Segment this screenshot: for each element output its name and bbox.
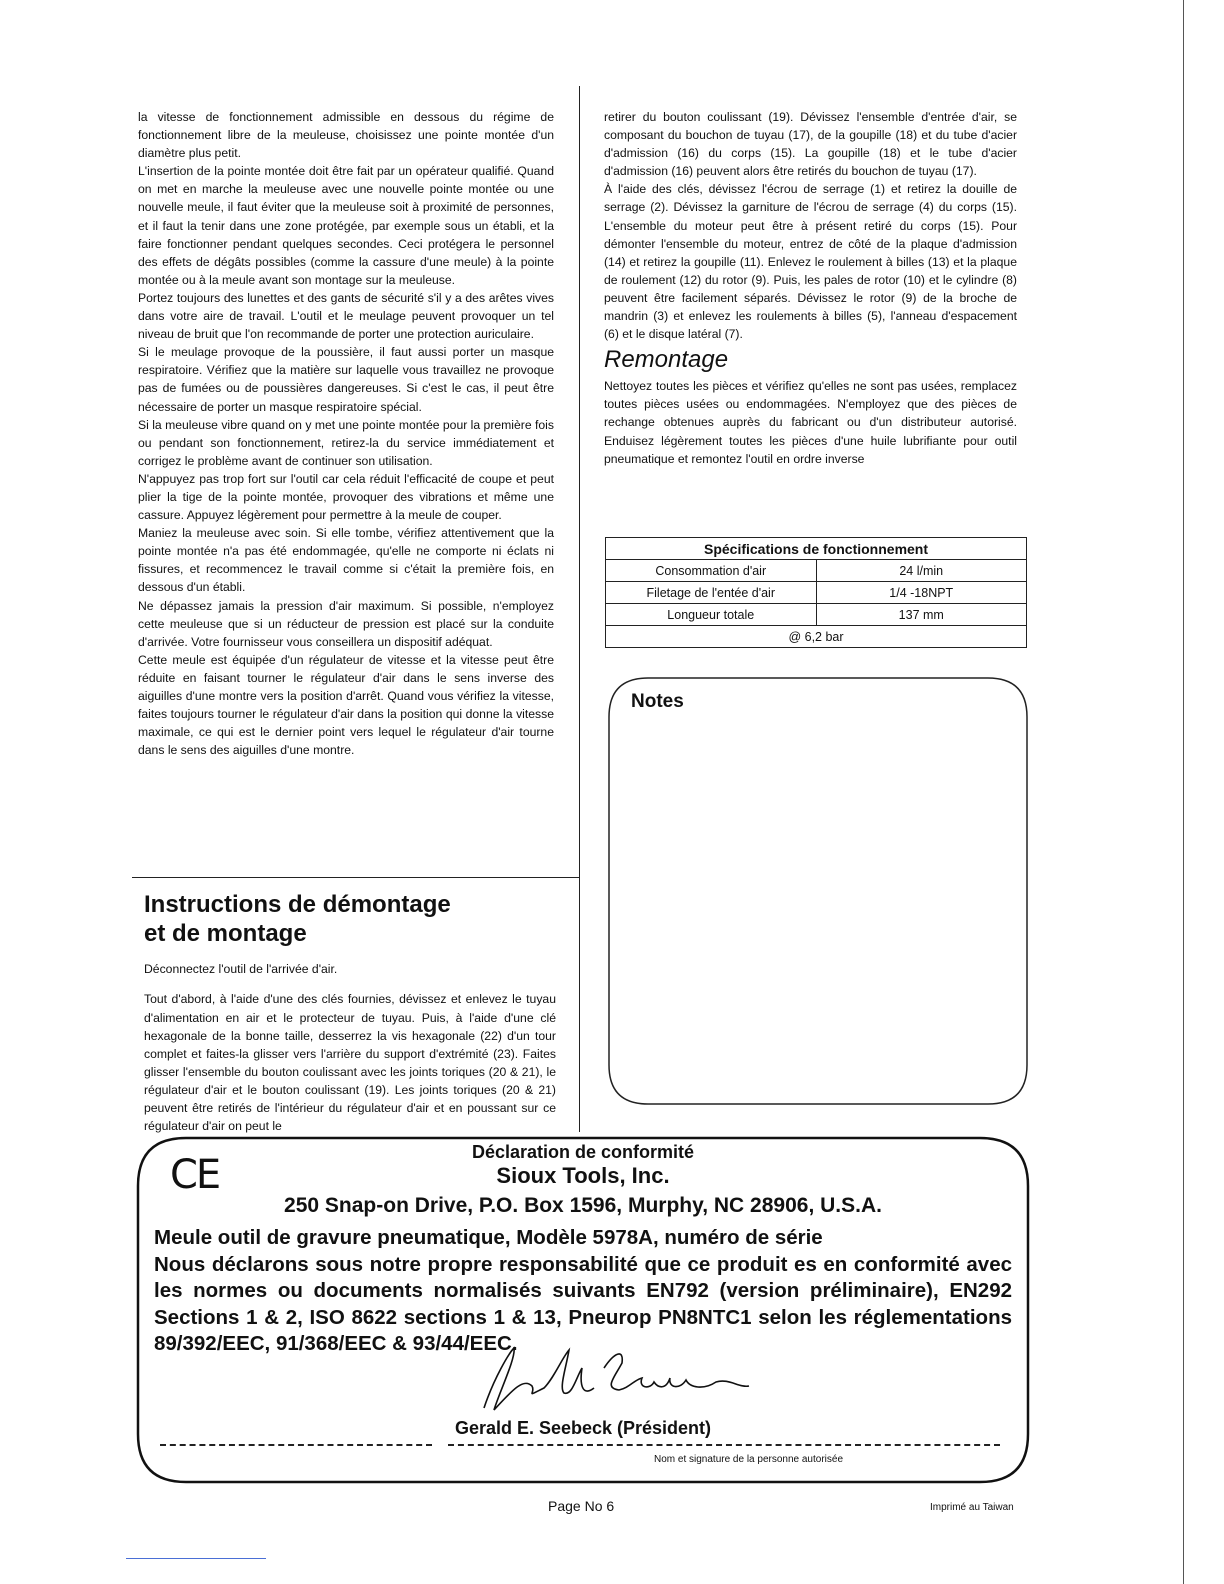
specs-row [606, 604, 1027, 626]
specs-value: 137 mm [816, 604, 1027, 626]
company-name: Sioux Tools, Inc. [496, 1163, 670, 1188]
declaration-box [136, 1136, 1030, 1484]
declaration-title: Déclaration de conformité [471, 1142, 695, 1162]
right-column [604, 108, 1017, 468]
left-column [138, 108, 554, 759]
specs-label: Longueur totale [606, 604, 817, 626]
company-address: 250 Snap-on Drive, P.O. Box 1596, Murphy, NC 28906, U.S.A. [284, 1194, 882, 1217]
left-paragraph: Ne dépassez jamais la pression d'air maximum. Si possible, n'employez cette meuleuse que si un réducteur de pression est placé sur la conduite d'arrivée. Votre fournisseur vous conseillera un dispositif adéquat. [138, 598, 554, 649]
left-paragraph: Si le meulage provoque de la poussière, il faut aussi porter un masque respiratoire. Vérifiez que la matière sur laquelle vous travaillez ne provoque pas de fumées ou de poussières dangereuses. Si c'est le cas, il peut être nécessaire de porter un masque respiratoire spécial. [138, 345, 554, 414]
scan-edge-line [1183, 0, 1184, 1584]
specs-value: 24 l/min [816, 560, 1027, 582]
specs-value: 1/4 -18NPT [816, 582, 1027, 604]
signature-line [448, 1444, 1000, 1446]
specs-label: Filetage de l'entée d'air [606, 582, 817, 604]
left-paragraph: Si la meuleuse vibre quand on y met une pointe montée pour la première fois ou pendant son fonctionnement, retirez-la du service immédiatement et corrigez le problème avant de continuer son utilisation. [138, 417, 554, 468]
specs-table [605, 537, 1027, 648]
right-paragraph: retirer du bouton coulissant (19). Dévissez l'ensemble d'entrée d'air, se composant du bouchon de tuyau (17), de la goupille (18) et du tube d'acier d'admission (16) du corps (15). La goupille (18) et le tube d'acier d'admission (16) peuvent alors être retirés du bouchon de tuyau (17). [604, 110, 1017, 179]
left-paragraph: la vitesse de fonctionnement admissible en dessous du régime de fonctionnement libre de la meuleuse, choisissez une pointe montée d'un diamètre plus petit. [138, 110, 554, 161]
specs-title: Spécifications de fonctionnement [606, 538, 1027, 560]
notes-frame [608, 677, 1028, 1105]
left-paragraph: Portez toujours des lunettes et des gants de sécurité s'il y a des arêtes vives dans votre aire de travail. L'outil et le meulage peuvent provoquer un tel niveau de bruit que l'on recommande de porter une protection auriculaire. [138, 290, 554, 342]
page-number: Page No 6 [548, 1498, 615, 1514]
authorized-label: Nom et signature de la personne autorisée [654, 1454, 844, 1465]
left-paragraph: Cette meule est équipée d'un régulateur de vitesse et la vitesse peut être réduite en faisant tourner le régulateur d'air dans le sens inverse des aiguilles d'une montre vers la position d'arrêt. Quand vous vérifiez la vitesse, faites toujours tourner le régulateur d'air dans la position qui donne la vitesse maximale, ce qui est le dernier point vers lequel le régulateur d'air tourne dans le sens des aiguilles d'une montre. [138, 652, 554, 758]
printed-in: Imprimé au Taiwan [930, 1502, 1014, 1513]
instructions-heading-line1: Instructions de démontage [144, 891, 451, 918]
section-divider [132, 877, 580, 878]
instructions-paragraph: Déconnectez l'outil de l'arrivée d'air. [144, 962, 338, 977]
instructions-heading-line2: et de montage [144, 920, 307, 947]
signature [454, 1338, 754, 1418]
product-line: Meule outil de gravure pneumatique, Modèle 5978A, numéro de série [154, 1226, 823, 1249]
column-divider [579, 86, 580, 1132]
declaration-statement: Nous déclarons sous notre propre responsabilité que ce produit es en conformité avec les normes ou documents normalisés suivants EN792 (version préliminaire), EN292 Sections 1 & 2, ISO 8622 sections 1 & 13, Pneurop PN8NTC1 selon les réglementations 89/392/EEC, 91/368/EEC & 93/44/EEC. [154, 1252, 1012, 1355]
notes-title: Notes [631, 691, 684, 712]
instructions-paragraph: Tout d'abord, à l'aide d'une des clés fournies, dévissez et enlevez le tuyau d'alimentation en air et le protecteur de tuyau. Puis, à l'aide d'une clé hexagonale de la bonne taille, desserrez la vis hexagonale (22) d'un tour complet et faites-la glisser vers l'arrière du support d'extrémité (23). Faites glisser l'ensemble du bouton coulissant avec les joints toriques (20 & 21), le régulateur d'air et le bouton coulissant (19). Les joints toriques (20 & 21) peuvent être retirés de l'intérieur du régulateur d'air et en poussant sur ce régulateur d'air on peut le [144, 992, 556, 1134]
signer-name: Gerald E. Seebeck (Président) [454, 1418, 712, 1438]
instructions-text [144, 948, 556, 1147]
left-paragraph: N'appuyez pas trop fort sur l'outil car cela réduit l'efficacité de coupe et peut plier la tige de la pointe montée, provoquer des vibrations et même une cassure. Appuyez légèrement pour permettre à la meule de couper. [138, 471, 554, 523]
left-paragraph: L'insertion de la pointe montée doit être fait par un opérateur qualifié. Quand on met en marche la meuleuse avec une nouvelle pointe montée ou une nouvelle meule, il faut éviter que la meuleuse soit à proximité de personnes, et il faut la tenir dans une zone protégée, par exemple sous un établi, et la faire fonctionner pendant quelques secondes. Ceci protégera le personnel des effets de dégâts possibles (comme la cassure d'une meule) à la pointe montée ou à la meule avant son montage sur la meuleuse. [138, 164, 554, 287]
ce-mark: CE [170, 1152, 220, 1198]
instructions-heading [144, 890, 564, 948]
scan-mark [126, 1558, 266, 1559]
specs-label: Consommation d'air [606, 560, 817, 582]
right-paragraph: À l'aide des clés, dévissez l'écrou de serrage (1) et retirez la douille de serrage (2). Dévissez la garniture de l'écrou de serrage (4) du corps (15). L'ensemble du moteur peut être à présent retiré du corps (15). Pour démonter l'ensemble du moteur, entrez de côté de la plaque d'admission (14) et retirez la goupille (11). Enlevez le roulement à billes (13) et la plaque de roulement (12) du rotor (9). Puis, les pales de rotor (10) et le cylindre (8) peuvent être facilement séparés. Dévissez le rotor (9) de la broche de mandrin (3) et enlevez les roulements à billes (5), l'anneau d'espacement (6) et le disque latéral (7). [604, 182, 1017, 342]
remontage-heading: Remontage [604, 346, 729, 374]
specs-row [606, 582, 1027, 604]
left-paragraph: Maniez la meuleuse avec soin. Si elle tombe, vérifiez attentivement que la pointe montée n'a pas été endommagée, qu'elle ne comporte ni éclats ni fissures, et recommencez le travail comme si c'était la première fois, en dessous d'un établi. [138, 526, 554, 595]
specs-row [606, 560, 1027, 582]
signature-line [160, 1444, 432, 1446]
remontage-paragraph: Nettoyez toutes les pièces et vérifiez qu'elles ne sont pas usées, remplacez toutes pièces usées ou endommagées. N'employez que des pièces de rechange obtenues auprès du fabricant ou d'un distributeur autorisé. Enduisez légèrement toutes les pièces d'une huile lubrifiante pour outil pneumatique et remontez l'outil en ordre inverse [604, 379, 1017, 466]
specs-footer: @ 6,2 bar [606, 626, 1027, 648]
notes-box [608, 677, 1028, 1105]
